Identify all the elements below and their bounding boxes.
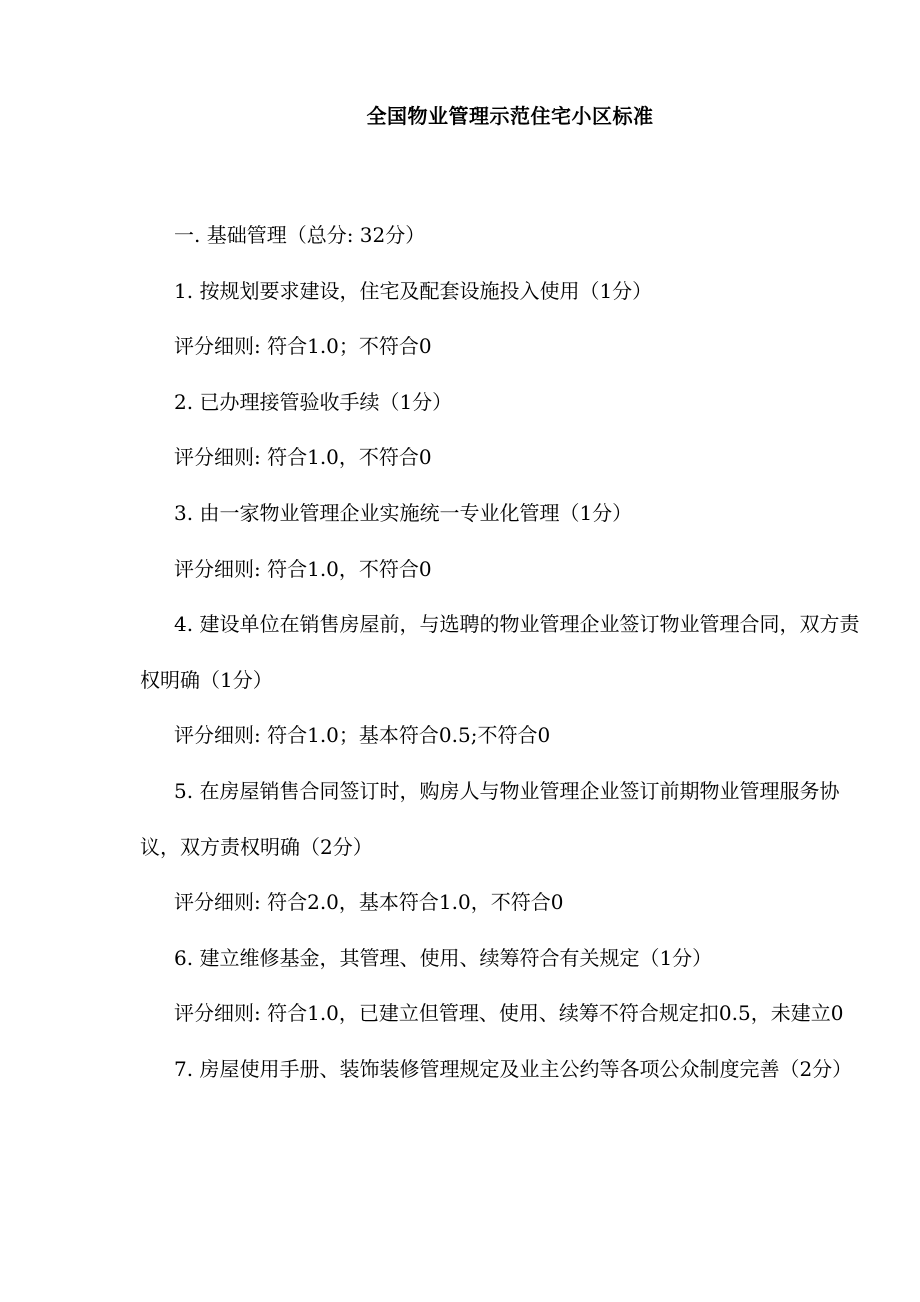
criterion-item: 3. 由一家物业管理企业实施统一专业化管理（1分）: [174, 500, 633, 525]
document-body: [140, 208, 860, 1098]
criterion-item: 6. 建立维修基金，其管理、使用、续筹符合有关规定（1分）: [174, 945, 713, 970]
scoring-rule: 评分细则: 符合1.0；基本符合0.5;不符合0: [174, 723, 551, 748]
criterion-item: 2. 已办理接管验收手续（1分）: [174, 389, 453, 414]
section-heading: 一. 基础管理（总分: 32分）: [174, 223, 426, 247]
scoring-rule: 评分细则: 符合1.0；不符合0: [174, 334, 432, 359]
scoring-rule: 评分细则: 符合1.0，不符合0: [174, 556, 432, 581]
scoring-rule: 评分细则: 符合1.0，已建立但管理、使用、续筹不符合规定扣0.5，未建立0: [174, 1001, 844, 1026]
criterion-item: 4. 建设单位在销售房屋前，与选聘的物业管理企业签订物业管理合同，双方责权明确（1分）: [140, 612, 860, 692]
scoring-rule: 评分细则: 符合1.0，不符合0: [174, 445, 432, 470]
document-title: 全国物业管理示范住宅小区标准: [366, 104, 654, 128]
criterion-item: 7. 房屋使用手册、装饰装修管理规定及业主公约等各项公众制度完善（2分）: [174, 1056, 853, 1081]
scoring-rule: 评分细则: 符合2.0，基本符合1.0，不符合0: [174, 890, 564, 915]
criterion-item: 1. 按规划要求建设，住宅及配套设施投入使用（1分）: [174, 278, 653, 303]
criterion-item: 5. 在房屋销售合同签订时，购房人与物业管理企业签订前期物业管理服务协议，双方责权明确（2分）: [140, 778, 840, 859]
